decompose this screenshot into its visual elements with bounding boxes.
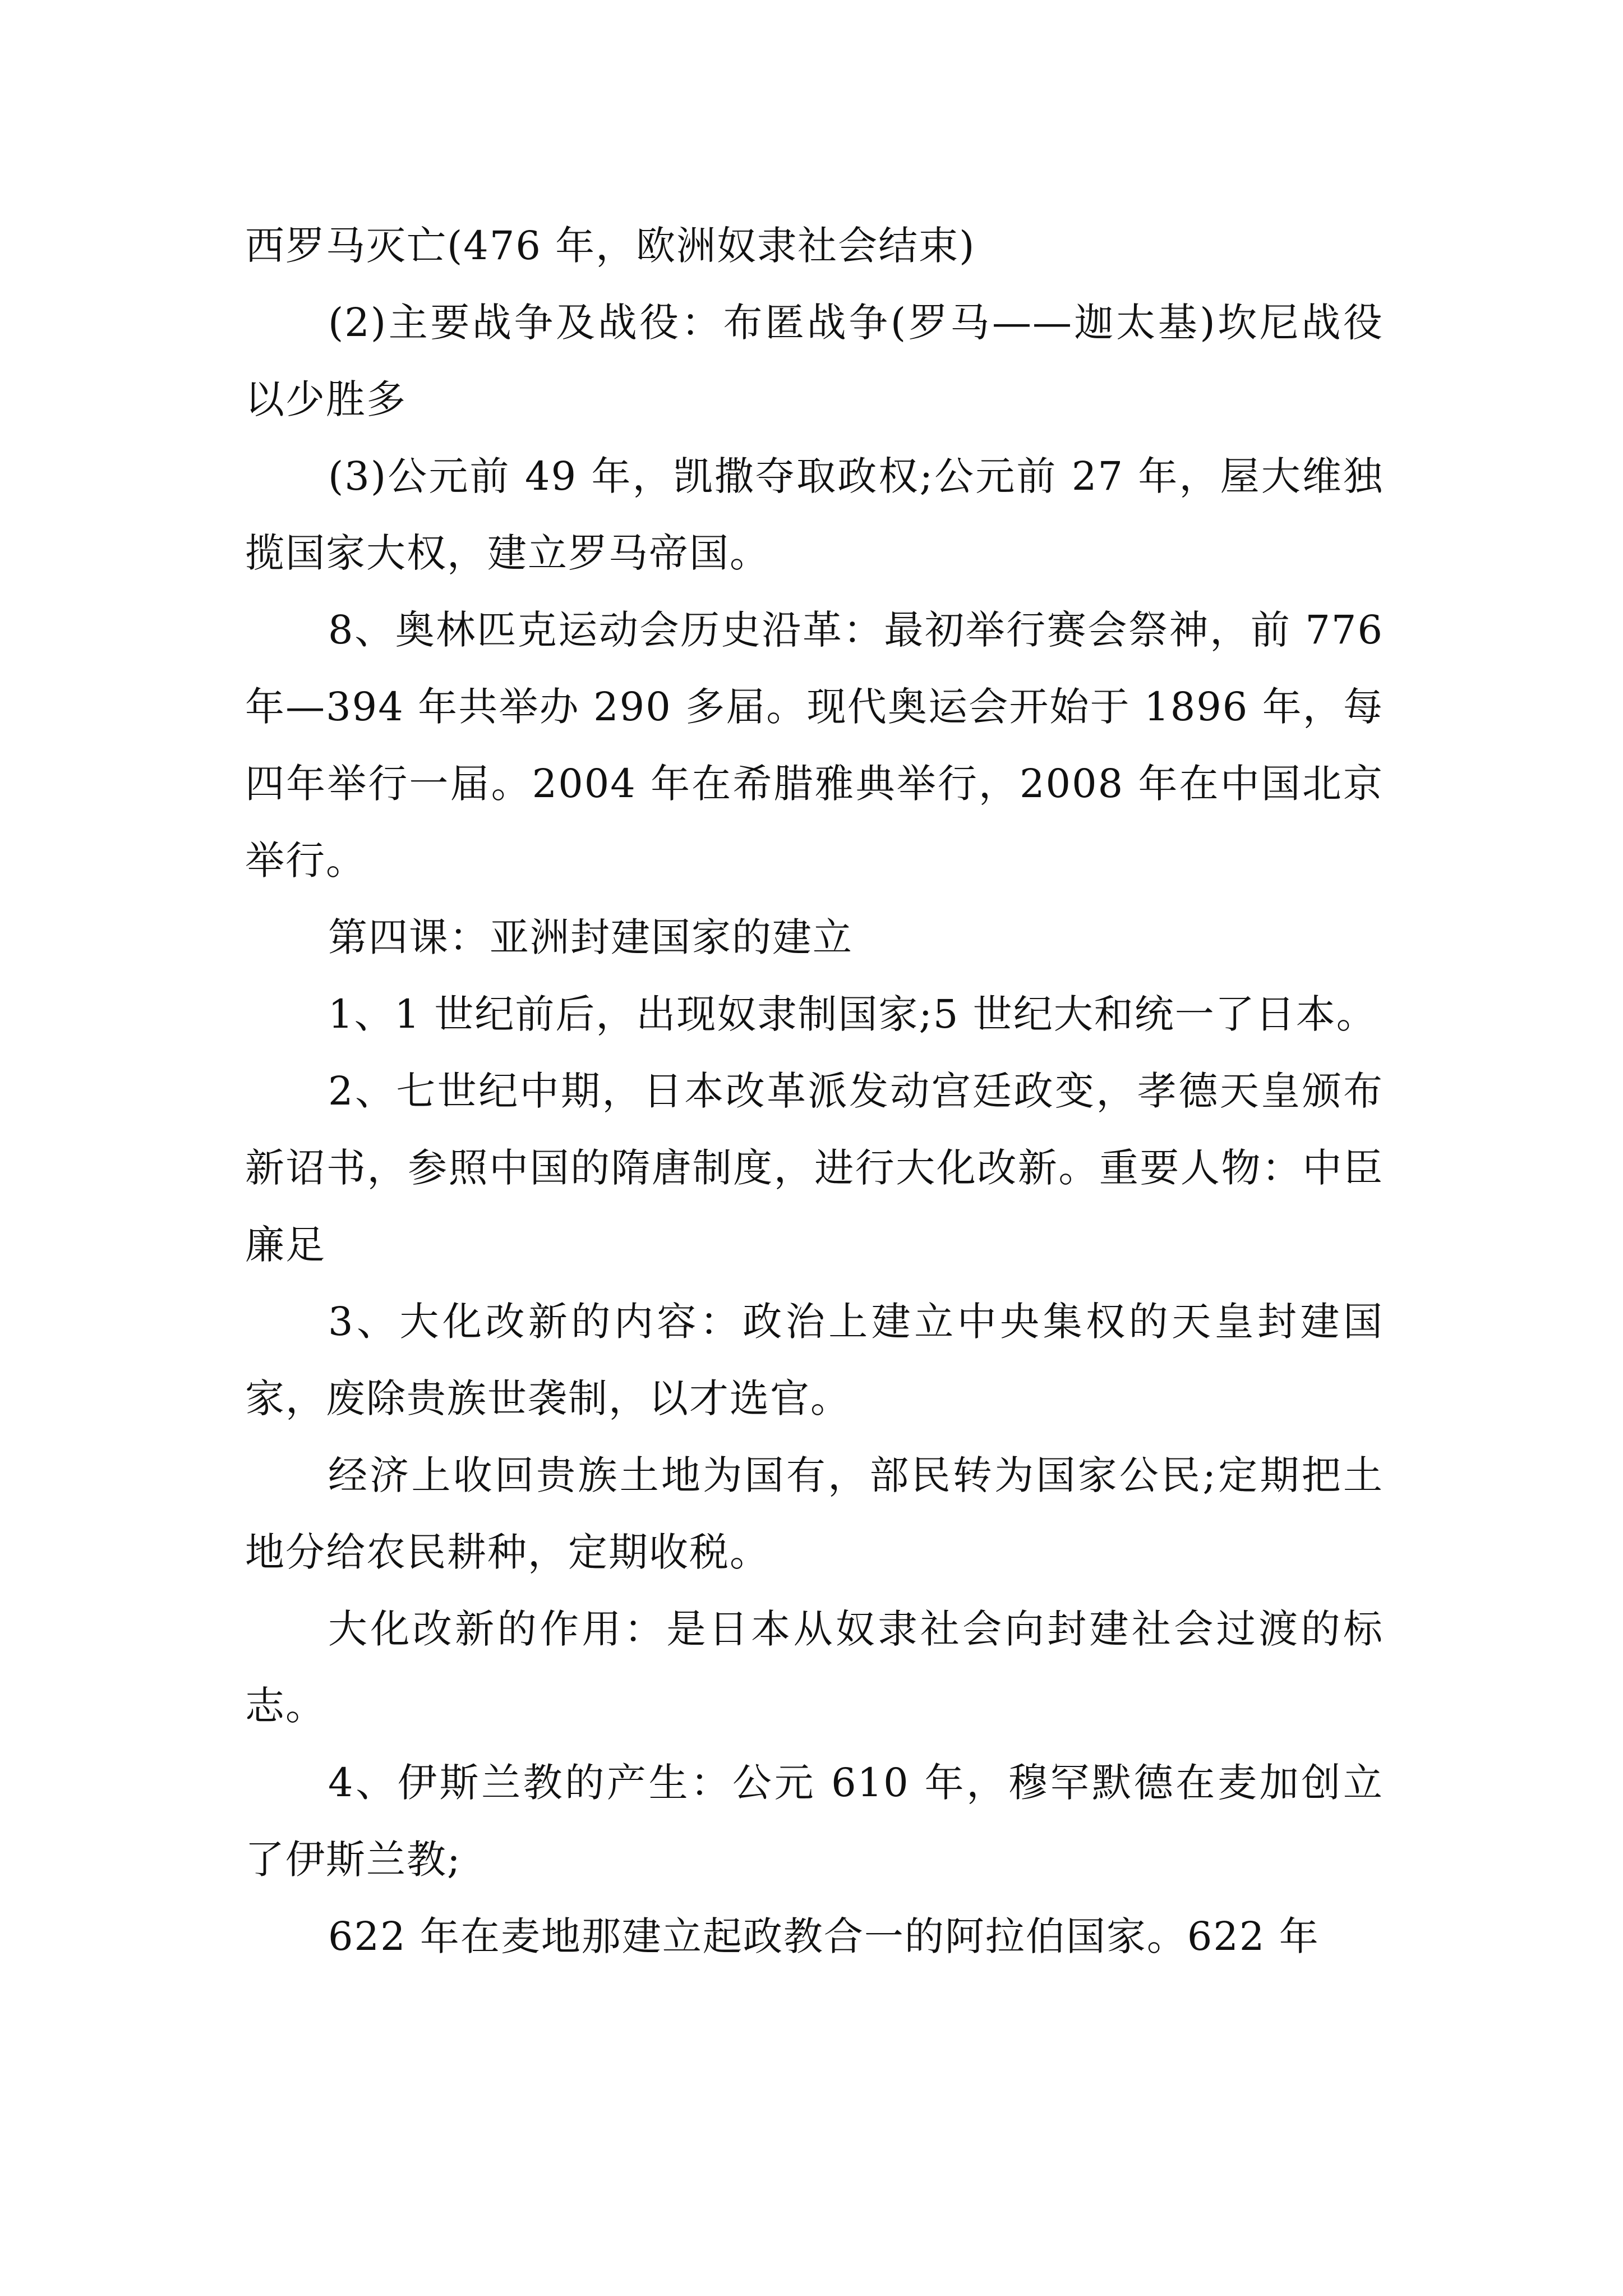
document-body bbox=[245, 208, 1384, 1975]
paragraph-reform-politics: 3、大化改新的内容：政治上建立中央集权的天皇封建国家，废除贵族世袭制，以才选官。 bbox=[245, 1299, 1384, 1421]
paragraph-japan-unification: 1、1 世纪前后，出现奴隶制国家;5 世纪大和统一了日本。 bbox=[328, 991, 1377, 1037]
paragraph-olympics-history: 8、奥林匹克运动会历史沿革：最初举行赛会祭神，前 776 年—394 年共举办 290 多届。现代奥运会开始于 1896 年，每四年举行一届。2004 年在希腊雅典举行，2008 年在中国北京举行。 bbox=[245, 607, 1384, 884]
paragraph-reform-significance: 大化改新的作用：是日本从奴隶社会向封建社会过渡的标志。 bbox=[245, 1606, 1384, 1729]
paragraph-taika-reform: 2、七世纪中期，日本改革派发动宫廷政变，孝德天皇颁布新诏书，参照中国的隋唐制度，进行大化改新。重要人物：中臣廉足 bbox=[245, 1068, 1384, 1268]
lesson-four-heading: 第四课：亚洲封建国家的建立 bbox=[328, 914, 853, 960]
paragraph-wars-battles: (2)主要战争及战役：布匿战争(罗马——迦太基)坎尼战役以少胜多 bbox=[245, 300, 1384, 422]
paragraph-west-rome-fall: 西罗马灭亡(476 年，欧洲奴隶社会结束) bbox=[245, 223, 976, 269]
paragraph-medina-state: 622 年在麦地那建立起政教合一的阿拉伯国家。622 年 bbox=[328, 1913, 1320, 1959]
paragraph-islam-origin: 4、伊斯兰教的产生：公元 610 年，穆罕默德在麦加创立了伊斯兰教; bbox=[245, 1760, 1384, 1883]
paragraph-caesar-octavian: (3)公元前 49 年，凯撒夺取政权;公元前 27 年，屋大维独揽国家大权，建立罗马帝国。 bbox=[245, 453, 1384, 576]
paragraph-reform-economy: 经济上收回贵族土地为国有，部民转为国家公民;定期把土地分给农民耕种，定期收税。 bbox=[245, 1452, 1384, 1575]
